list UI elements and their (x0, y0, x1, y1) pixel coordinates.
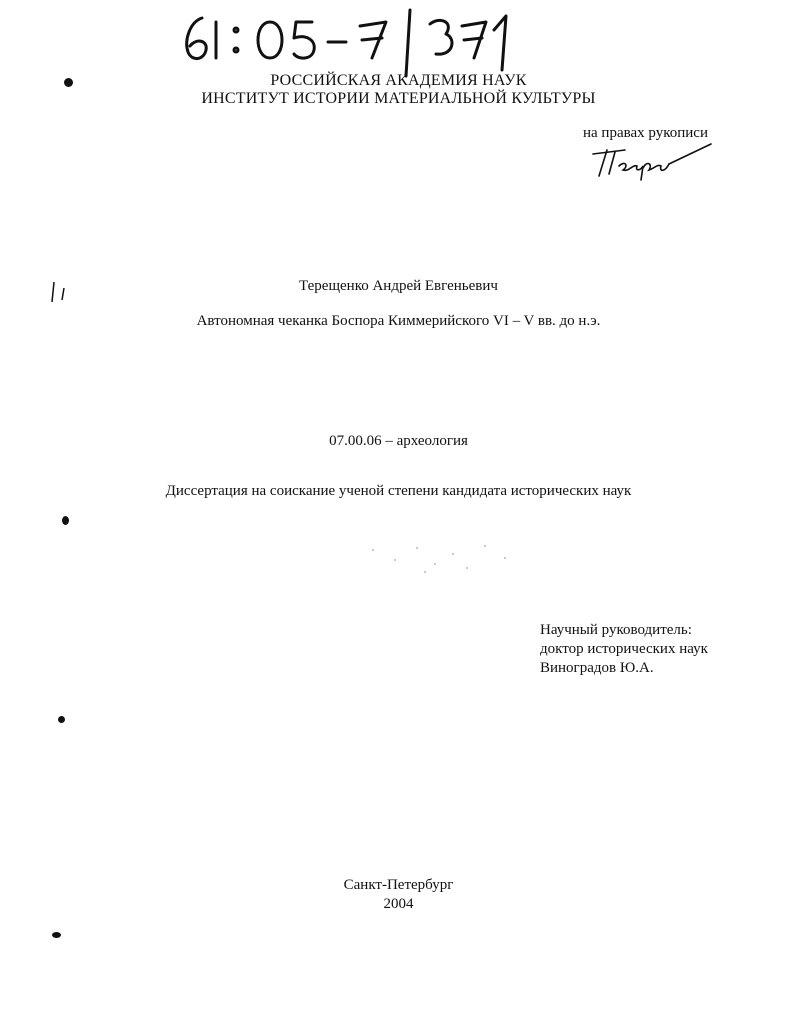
punch-mark-1 (64, 78, 73, 87)
rights-label: на правах рукописи (583, 125, 708, 141)
supervisor-name: Виноградов Ю.А. (540, 660, 654, 676)
city: Санкт-Петербург (343, 877, 454, 893)
supervisor-label: Научный руководитель: (540, 622, 692, 638)
author-name: Терещенко Андрей Евгеньевич (299, 278, 498, 294)
punch-mark-3 (58, 716, 65, 723)
dissertation-title: Автономная чеканка Боспора Киммерийского VI – V вв. до н.э. (196, 313, 601, 329)
organization-header (0, 72, 797, 108)
organization-line-1: РОССИЙСКАЯ АКАДЕМИЯ НАУК (270, 72, 527, 89)
footer (0, 876, 797, 914)
specialty: 07.00.06 – археология (329, 433, 468, 449)
dissertation-description: Диссертация на соискание ученой степени кандидата исторических наук (165, 483, 632, 499)
signature (585, 140, 720, 185)
year: 2004 (383, 896, 414, 912)
handwritten-archive-number (150, 0, 550, 80)
punch-mark-2 (62, 516, 69, 525)
punch-mark-4 (52, 932, 61, 938)
supervisor-degree: доктор исторических наук (540, 641, 708, 657)
supervisor-block (540, 621, 708, 678)
organization-line-2: ИНСТИТУТ ИСТОРИИ МАТЕРИАЛЬНОЙ КУЛЬТУРЫ (201, 90, 596, 107)
pencil-mark (48, 278, 78, 308)
scan-noise (365, 540, 515, 580)
